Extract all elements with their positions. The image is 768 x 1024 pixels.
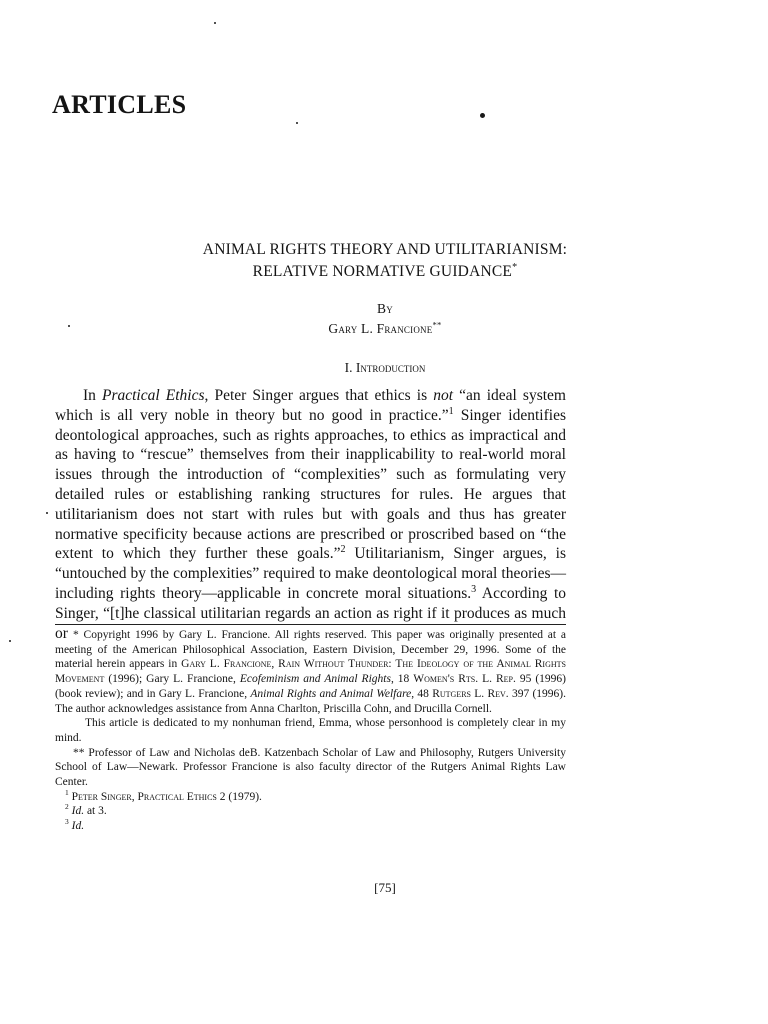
scan-speck (9, 640, 11, 642)
article-title-line-2 (40, 261, 730, 283)
body-text (55, 386, 566, 643)
footnote-smallcaps: Rutgers L. Rev. (432, 687, 509, 700)
body-text-run: According to Singer, “[t]he classical utilitarian regards an action as right if it produces as much or (55, 584, 567, 642)
body-text-run: , Peter Singer argues that ethics is (204, 387, 434, 404)
footnote-text: Professor of Law and Nicholas deB. Katzenbach Scholar of Law and Philosophy, Rutgers University School of Law—Newark. Professor Francione is also faculty director of the Rutgers Animal Rights Law Center. (55, 746, 566, 789)
section-heading-introduction: I. Introduction (344, 360, 426, 375)
italic-emphasis: not (433, 387, 454, 404)
footnote-smallcaps: Peter Singer, Practical Ethics (71, 790, 217, 803)
scan-speck (296, 122, 298, 124)
body-text-run: In (83, 387, 102, 404)
footnotes (55, 628, 566, 834)
footnote-number: 1 (65, 787, 69, 797)
footnote-text: 2 (1979). (216, 790, 262, 803)
footnote-ref-3: 3 (471, 583, 477, 595)
body-text-run: Utilitarianism, Singer argues, is “untouched by the complexities” required to make deontological moral theories—including rights theory—applicable in concrete moral situations. (55, 545, 566, 602)
body-text-run: Singer identifies deontological approaches, such as rights approaches, to ethics as impractical and as having to “rescue” themselves from their inapplicability to real-world moral issues through the introduction of “complexities” such as formulating very detailed rules or establishing ranking structures for rules. He argues that utilitarianism does not start with rules but with goals and thus has greater normative specificity because actions are prescribed or proscribed based on “the extent to which they further these goals.” (55, 406, 566, 563)
footnote-text: 95 (1996) (book review); and in Gary L. Francione, (55, 673, 566, 700)
footnote-text: , 18 (390, 673, 414, 686)
author-name: Gary L. Francione (328, 321, 433, 336)
title-footnote-mark: * (512, 261, 518, 273)
footnote-ref-2: 2 (340, 544, 346, 556)
page-number: [75] (374, 880, 396, 895)
footnote-1 (55, 787, 566, 805)
footnote-italic: Id. (71, 820, 85, 833)
author-footnote-mark: ** (432, 319, 442, 330)
byline (40, 299, 730, 339)
body-text-run: “an ideal system which is all very noble in theory but no good in practice.” (55, 387, 566, 424)
italic-work-title: Practical Ethics (102, 387, 205, 404)
footnote-text: Copyright 1996 by Gary L. Francione. All rights reserved. This paper was originally presented at a meeting of the American Philosophical Association, Eastern Division, December 29, 1996. Some of the material herein appears in (55, 629, 566, 671)
footnote-smallcaps: Women's Rts. L. Rep. (413, 673, 516, 686)
footnote-2 (55, 804, 566, 819)
footnote-3 (55, 819, 566, 834)
footnote-text: 397 (1996). The author acknowledges assistance from Anna Charlton, Priscilla Cohn, and Drucilla Cornell. (55, 687, 567, 715)
footnote-divider (55, 624, 566, 625)
footnote-mark: * (73, 629, 79, 641)
footnote-text: , 48 (411, 687, 433, 700)
footnote-copyright (55, 628, 566, 716)
scan-speck (46, 512, 48, 514)
footnote-italic: Id. (71, 805, 85, 818)
footnote-text: (1996); Gary L. Francione, (104, 673, 240, 686)
footnote-ref-1: 1 (448, 405, 454, 417)
footnote-italic: Ecofeminism and Animal Rights (239, 673, 391, 686)
footnote-number: 3 (65, 817, 69, 827)
article-title-line-1: ANIMAL RIGHTS THEORY AND UTILITARIANISM: (202, 241, 568, 258)
footnote-number: 2 (65, 802, 69, 812)
section-heading-articles: ARTICLES (52, 90, 187, 119)
article-title-line-2-text: RELATIVE NORMATIVE GUIDANCE (252, 263, 513, 280)
body-paragraph (55, 386, 566, 643)
scan-speck (214, 22, 216, 24)
footnote-italic: Animal Rights and Animal Welfare (250, 687, 412, 700)
footnote-dedication: This article is dedicated to my nonhuman friend, Emma, whose personhood is completely clear in my mind. (55, 717, 566, 744)
scan-speck (480, 113, 485, 118)
article-title (40, 239, 730, 283)
footnote-text: at 3. (84, 805, 107, 818)
byline-author-line (40, 319, 730, 339)
byline-by: By (377, 301, 393, 316)
footnote-author-affiliation (55, 746, 566, 790)
footnote-smallcaps: Gary L. Francione, Rain Without Thunder: The Ideology of the Animal Rights Movement (55, 658, 566, 686)
footnote-mark: ** (73, 746, 85, 759)
